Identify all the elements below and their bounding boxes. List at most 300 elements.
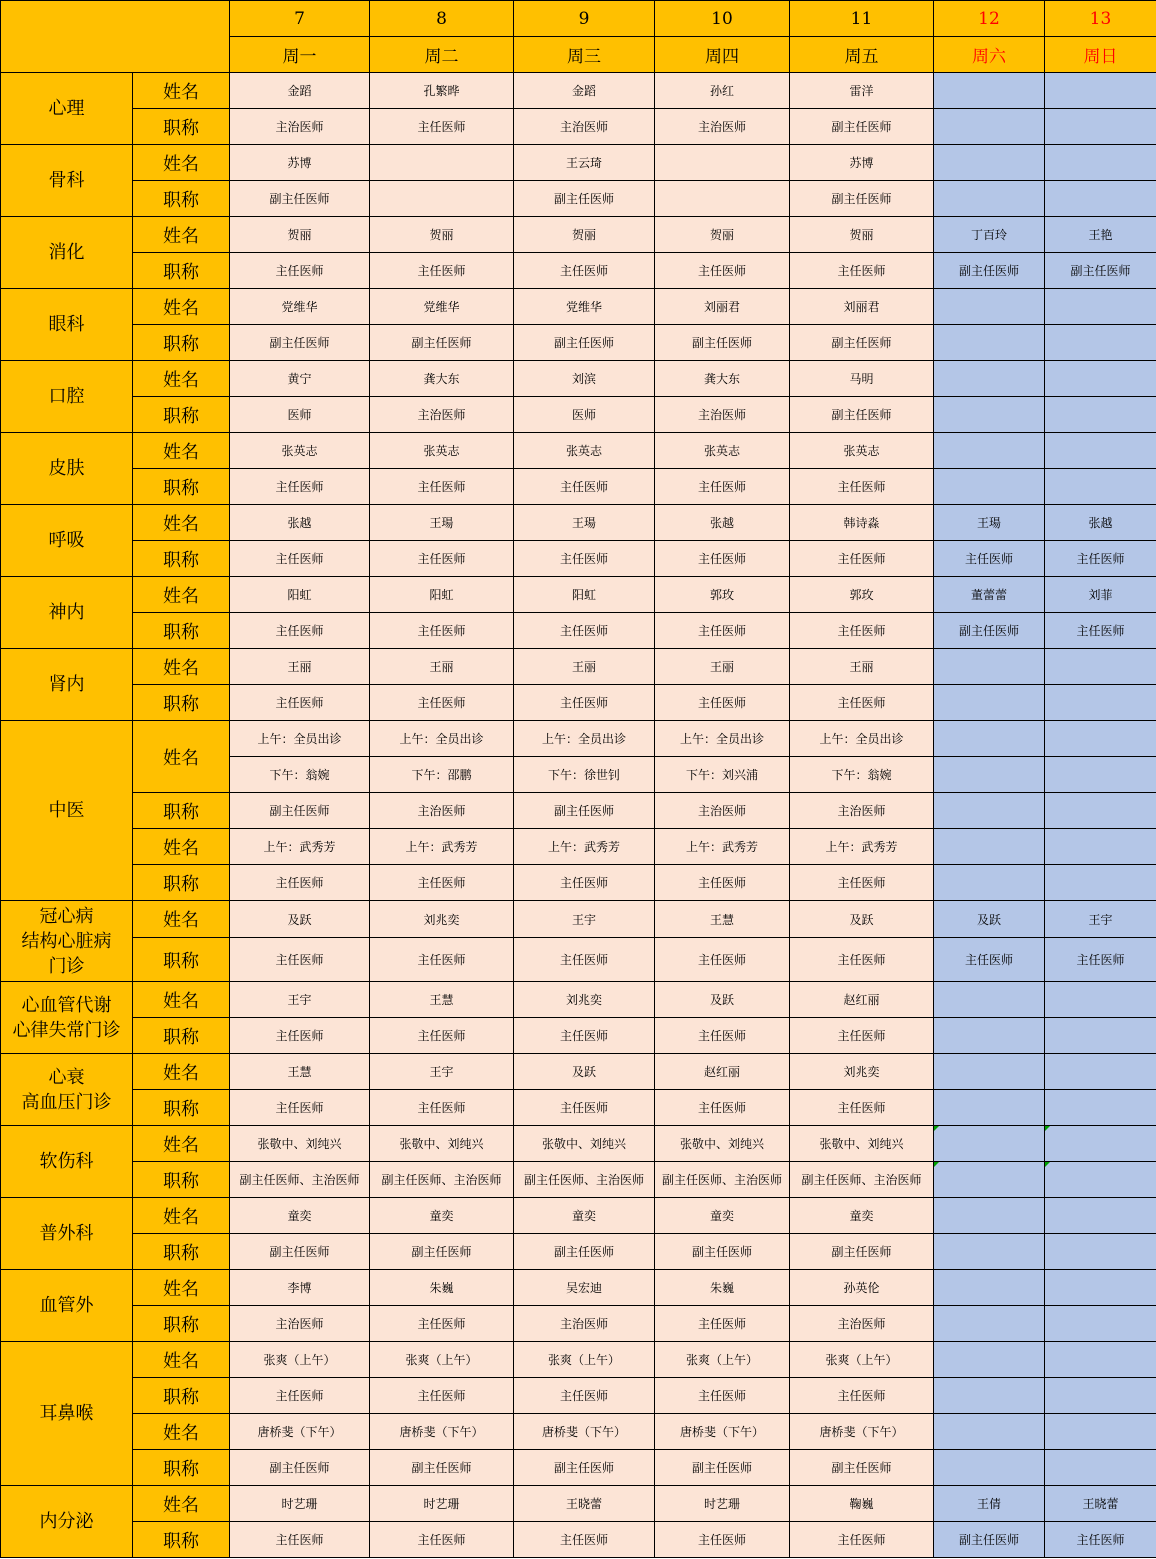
title-cell [934,109,1045,145]
doctor-cell [1045,1342,1156,1378]
title-cell [934,1162,1045,1198]
title-cell: 主任医师 [370,1306,514,1342]
title-cell [1045,109,1156,145]
title-cell [934,1378,1045,1414]
doctor-cell: 唐桥斐（下午） [790,1414,934,1450]
department-cell [1,1198,133,1270]
doctor-cell: 下午：翁婉 [790,757,934,793]
title-cell [1045,1090,1156,1126]
title-cell: 主治医师 [790,1306,934,1342]
header-date: 11 [790,1,934,37]
title-cell: 主任医师 [655,1378,790,1414]
title-cell: 主任医师 [230,865,370,901]
doctor-cell: 孙红 [655,73,790,109]
doctor-cell: 张爽（上午） [790,1342,934,1378]
doctor-cell: 张爽（上午） [514,1342,655,1378]
doctor-cell: 下午：刘兴浦 [655,757,790,793]
doctor-cell: 王慧 [230,1054,370,1090]
title-cell: 主任医师 [790,253,934,289]
title-cell: 主任医师 [1045,613,1156,649]
title-cell [934,1090,1045,1126]
title-cell: 主任医师 [790,865,934,901]
doctor-cell: 王瑒 [934,505,1045,541]
doctor-cell: 及跃 [230,901,370,938]
doctor-cell: 王宇 [1045,901,1156,938]
name-label: 姓名 [133,829,230,865]
doctor-cell: 唐桥斐（下午） [514,1414,655,1450]
table-row [1,505,1156,541]
doctor-cell: 及跃 [934,901,1045,938]
title-label: 职称 [133,1234,230,1270]
title-cell: 副主任医师 [514,325,655,361]
department-name-line: 骨科 [48,170,85,191]
doctor-cell: 赵红丽 [790,982,934,1018]
name-label: 姓名 [133,1414,230,1450]
title-cell: 主任医师 [655,865,790,901]
department-cell [1,505,133,577]
title-cell: 副主任医师 [514,181,655,217]
title-cell: 副主任医师 [790,397,934,433]
doctor-cell [1045,433,1156,469]
title-cell: 主任医师 [514,1018,655,1054]
title-cell: 副主任医师 [514,1450,655,1486]
doctor-cell: 上午：武秀芳 [230,829,370,865]
title-cell: 主任医师 [790,1522,934,1558]
doctor-cell: 党维华 [514,289,655,325]
table-row [1,1342,1156,1378]
department-name-line: 心律失常门诊 [12,1019,121,1041]
header-weekday: 周二 [370,37,514,73]
doctor-cell: 及跃 [790,901,934,938]
doctor-cell: 鞠巍 [790,1486,934,1522]
title-cell: 主任医师 [230,613,370,649]
doctor-cell: 张英志 [230,433,370,469]
title-cell: 主任医师 [934,541,1045,577]
title-cell: 副主任医师、主治医师 [230,1162,370,1198]
doctor-cell: 王宇 [230,982,370,1018]
department-cell [1,1126,133,1198]
doctor-cell: 唐桥斐（下午） [370,1414,514,1450]
title-cell [934,793,1045,829]
title-cell [934,865,1045,901]
doctor-cell [1045,73,1156,109]
title-cell: 副主任医师、主治医师 [655,1162,790,1198]
title-cell: 主任医师 [934,938,1045,982]
doctor-cell: 王丽 [370,649,514,685]
table-row [1,217,1156,253]
title-cell: 副主任医师 [790,181,934,217]
department-cell [1,289,133,361]
title-cell [1045,1018,1156,1054]
title-cell: 副主任医师 [230,793,370,829]
title-cell [934,469,1045,505]
title-cell [1045,865,1156,901]
doctor-cell: 唐桥斐（下午） [655,1414,790,1450]
doctor-cell: 金蹈 [230,73,370,109]
name-label: 姓名 [133,361,230,397]
department-cell [1,73,133,145]
title-cell: 主任医师 [514,1090,655,1126]
title-label: 职称 [133,1522,230,1558]
title-cell: 主任医师 [514,865,655,901]
doctor-cell [934,145,1045,181]
title-cell: 主任医师 [790,938,934,982]
doctor-cell: 童奕 [655,1198,790,1234]
title-cell: 医师 [230,397,370,433]
doctor-cell [934,829,1045,865]
table-row [1,1306,1156,1342]
header-weekday: 周四 [655,37,790,73]
doctor-cell: 阳虹 [230,577,370,613]
table-row [1,1126,1156,1162]
doctor-cell [934,289,1045,325]
title-cell: 主治医师 [655,793,790,829]
title-cell [1045,793,1156,829]
table-row [1,253,1156,289]
title-cell: 主任医师 [370,1378,514,1414]
doctor-cell [934,1198,1045,1234]
doctor-cell: 龚大东 [370,361,514,397]
title-cell: 主任医师 [230,469,370,505]
title-cell [370,181,514,217]
title-cell: 副主任医师 [790,325,934,361]
doctor-cell [1045,289,1156,325]
doctor-cell: 张敬中、刘纯兴 [370,1126,514,1162]
title-label: 职称 [133,181,230,217]
doctor-cell: 时艺珊 [655,1486,790,1522]
doctor-cell: 时艺珊 [370,1486,514,1522]
title-cell: 副主任医师 [655,1450,790,1486]
title-cell: 主治医师 [655,397,790,433]
doctor-cell: 王宇 [370,1054,514,1090]
title-cell: 主任医师 [655,469,790,505]
table-row [1,649,1156,685]
title-label: 职称 [133,1018,230,1054]
title-cell: 主任医师 [655,685,790,721]
doctor-cell: 下午：徐世钊 [514,757,655,793]
title-cell: 主任医师 [370,1090,514,1126]
title-cell: 主治医师 [514,1306,655,1342]
title-cell [934,397,1045,433]
title-cell: 主任医师 [514,541,655,577]
title-cell: 主任医师 [1045,1522,1156,1558]
doctor-cell: 王晓蕾 [1045,1486,1156,1522]
title-cell: 副主任医师 [514,793,655,829]
title-label: 职称 [133,1450,230,1486]
doctor-cell: 童奕 [790,1198,934,1234]
title-cell: 主任医师 [790,1378,934,1414]
table-row [1,577,1156,613]
doctor-cell [1045,982,1156,1018]
name-label: 姓名 [133,73,230,109]
title-label: 职称 [133,1378,230,1414]
table-row [1,1486,1156,1522]
table-row [1,289,1156,325]
table-row [1,1414,1156,1450]
title-cell: 主任医师 [790,613,934,649]
doctor-cell: 张敬中、刘纯兴 [514,1126,655,1162]
title-cell: 医师 [514,397,655,433]
title-cell: 主任医师 [655,1306,790,1342]
doctor-cell: 刘丽君 [790,289,934,325]
doctor-cell: 朱巍 [655,1270,790,1306]
title-cell [1045,181,1156,217]
doctor-cell: 王宇 [514,901,655,938]
doctor-cell: 张爽（上午） [370,1342,514,1378]
doctor-cell: 王丽 [514,649,655,685]
table-row [1,829,1156,865]
title-cell [1045,1378,1156,1414]
title-cell: 副主任医师 [514,1234,655,1270]
doctor-cell: 雷洋 [790,73,934,109]
department-cell [1,145,133,217]
doctor-cell [1045,757,1156,793]
doctor-cell: 上午：武秀芳 [370,829,514,865]
doctor-cell: 张敬中、刘纯兴 [655,1126,790,1162]
name-label: 姓名 [133,289,230,325]
doctor-cell: 党维华 [370,289,514,325]
doctor-cell: 吴宏迪 [514,1270,655,1306]
doctor-cell: 上午：全员出诊 [370,721,514,757]
title-cell: 主治医师 [514,109,655,145]
table-row [1,325,1156,361]
header-weekday: 周三 [514,37,655,73]
department-name-line: 消化 [48,242,85,263]
table-row [1,865,1156,901]
title-cell: 副主任医师 [790,1234,934,1270]
name-label: 姓名 [133,721,230,793]
header-date-row [1,1,1156,37]
name-label: 姓名 [133,505,230,541]
table-row [1,1018,1156,1054]
doctor-cell: 刘菲 [1045,577,1156,613]
title-label: 职称 [133,793,230,829]
doctor-cell: 王艳 [1045,217,1156,253]
doctor-cell: 时艺珊 [230,1486,370,1522]
doctor-cell: 贺丽 [370,217,514,253]
name-label: 姓名 [133,1270,230,1306]
department-cell [1,721,133,901]
doctor-cell [934,982,1045,1018]
doctor-cell: 上午：全员出诊 [790,721,934,757]
title-cell: 主任医师 [514,253,655,289]
title-cell: 主任医师 [370,685,514,721]
header-date: 12 [934,1,1045,37]
department-name-line: 肾内 [48,674,85,695]
doctor-cell: 阳虹 [514,577,655,613]
title-cell: 主任医师 [655,541,790,577]
department-cell [1,1342,133,1486]
header-date: 8 [370,1,514,37]
doctor-cell: 唐桥斐（下午） [230,1414,370,1450]
doctor-cell [934,1414,1045,1450]
title-cell: 主任医师 [655,938,790,982]
title-cell: 主治医师 [370,793,514,829]
doctor-cell: 张爽（上午） [655,1342,790,1378]
doctor-cell: 党维华 [230,289,370,325]
table-row [1,938,1156,982]
table-row [1,721,1156,757]
doctor-cell: 上午：武秀芳 [655,829,790,865]
doctor-cell: 张敬中、刘纯兴 [790,1126,934,1162]
title-cell [1045,397,1156,433]
department-name-line: 高血压门诊 [21,1091,112,1113]
title-cell: 副主任医师 [230,1234,370,1270]
title-cell: 主任医师 [370,109,514,145]
title-cell [1045,469,1156,505]
department-name-line: 结构心脏病 [21,930,112,952]
department-cell [1,1054,133,1126]
title-cell: 主任医师 [655,1018,790,1054]
title-cell [1045,325,1156,361]
table-row [1,685,1156,721]
department-name-line: 门诊 [48,955,85,977]
title-cell: 主任医师 [370,613,514,649]
title-cell [934,325,1045,361]
doctor-cell: 王丽 [655,649,790,685]
title-cell: 主任医师 [514,685,655,721]
title-label: 职称 [133,109,230,145]
doctor-cell: 上午：全员出诊 [230,721,370,757]
department-name-line: 血管外 [39,1295,94,1316]
doctor-cell: 下午：翁婉 [230,757,370,793]
header-date: 9 [514,1,655,37]
doctor-cell: 董蕾蕾 [934,577,1045,613]
doctor-cell: 及跃 [514,1054,655,1090]
doctor-cell [934,649,1045,685]
doctor-cell [1045,1414,1156,1450]
doctor-cell: 王丽 [790,649,934,685]
doctor-cell [934,73,1045,109]
title-label: 职称 [133,613,230,649]
doctor-cell: 赵红丽 [655,1054,790,1090]
doctor-cell: 黄宁 [230,361,370,397]
title-label: 职称 [133,865,230,901]
name-label: 姓名 [133,901,230,938]
title-cell: 主任医师 [230,1090,370,1126]
doctor-cell: 孔繁晔 [370,73,514,109]
doctor-cell: 刘兆奕 [370,901,514,938]
title-cell [1045,685,1156,721]
title-label: 职称 [133,685,230,721]
title-label: 职称 [133,469,230,505]
doctor-cell [1045,361,1156,397]
doctor-cell: 上午：武秀芳 [514,829,655,865]
department-name-line: 耳鼻喉 [39,1403,94,1424]
doctor-cell [370,145,514,181]
title-cell: 副主任医师 [934,613,1045,649]
doctor-cell [1045,1198,1156,1234]
department-cell [1,901,133,982]
doctor-cell [934,1342,1045,1378]
title-cell: 主任医师 [370,938,514,982]
doctor-cell: 刘滨 [514,361,655,397]
title-cell: 主任医师 [370,541,514,577]
doctor-cell [934,1126,1045,1162]
title-cell: 主任医师 [514,613,655,649]
title-cell: 副主任医师 [230,325,370,361]
doctor-cell: 苏博 [790,145,934,181]
doctor-cell [1045,1270,1156,1306]
doctor-cell: 张越 [230,505,370,541]
table-row [1,109,1156,145]
doctor-cell: 王瑒 [514,505,655,541]
department-cell [1,433,133,505]
doctor-cell: 贺丽 [514,217,655,253]
doctor-cell: 李博 [230,1270,370,1306]
department-cell [1,361,133,433]
department-name-line: 中医 [48,800,85,821]
title-cell [1045,1306,1156,1342]
department-name-line: 神内 [48,602,85,623]
name-label: 姓名 [133,1486,230,1522]
table-row [1,1378,1156,1414]
title-cell: 副主任医师 [655,1234,790,1270]
doctor-cell: 童奕 [230,1198,370,1234]
doctor-cell: 张英志 [655,433,790,469]
title-cell: 主任医师 [230,1018,370,1054]
header-weekday: 周日 [1045,37,1156,73]
doctor-cell [1045,721,1156,757]
table-row [1,1270,1156,1306]
title-cell [934,1234,1045,1270]
name-label: 姓名 [133,982,230,1018]
doctor-cell: 张爽（上午） [230,1342,370,1378]
doctor-cell [934,433,1045,469]
doctor-cell: 王瑒 [370,505,514,541]
doctor-cell: 张英志 [370,433,514,469]
doctor-cell: 刘兆奕 [514,982,655,1018]
department-name-line: 软伤科 [39,1151,94,1172]
table-row [1,793,1156,829]
doctor-cell: 王慧 [370,982,514,1018]
title-cell: 主任医师 [790,541,934,577]
title-label: 职称 [133,1090,230,1126]
title-cell: 副主任医师、主治医师 [370,1162,514,1198]
doctor-cell [934,757,1045,793]
doctor-cell: 贺丽 [655,217,790,253]
header-date: 10 [655,1,790,37]
title-cell: 主任医师 [655,1090,790,1126]
title-cell: 副主任医师 [370,325,514,361]
title-cell: 主任医师 [230,1378,370,1414]
header-weekday: 周五 [790,37,934,73]
doctor-cell: 王丽 [230,649,370,685]
title-cell: 主任医师 [514,1522,655,1558]
doctor-cell: 王慧 [655,901,790,938]
name-label: 姓名 [133,649,230,685]
title-cell [934,1450,1045,1486]
doctor-cell: 下午：邵鹏 [370,757,514,793]
title-cell: 主任医师 [370,469,514,505]
title-cell: 副主任医师 [1045,253,1156,289]
title-cell: 主任医师 [655,253,790,289]
title-cell: 主任医师 [1045,541,1156,577]
doctor-cell: 丁百玲 [934,217,1045,253]
title-cell: 主任医师 [370,1018,514,1054]
title-cell: 主任医师 [370,1522,514,1558]
doctor-cell [1045,1054,1156,1090]
title-cell: 主任医师 [790,1090,934,1126]
doctor-cell: 童奕 [514,1198,655,1234]
title-cell: 副主任医师 [790,1450,934,1486]
doctor-cell [1045,829,1156,865]
title-label: 职称 [133,541,230,577]
title-cell: 主任医师 [514,469,655,505]
department-name-line: 呼吸 [48,530,85,551]
doctor-cell: 郭玫 [790,577,934,613]
title-cell: 主任医师 [1045,938,1156,982]
